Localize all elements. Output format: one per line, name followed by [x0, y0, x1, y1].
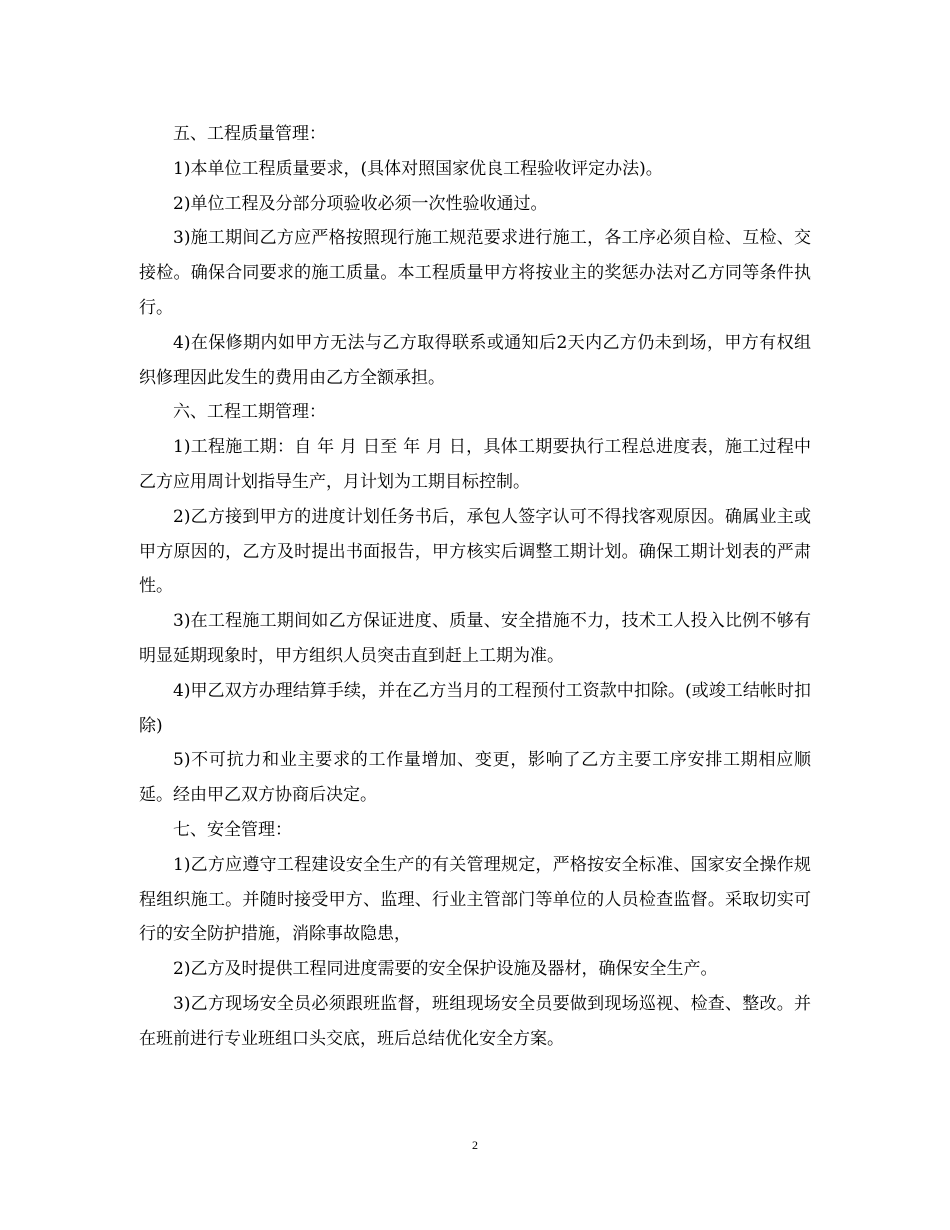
- paragraph: 1)工程施工期：自 年 月 日至 年 月 日，具体工期要执行工程总进度表，施工过程中乙方应用周计划指导生产，月计划为工期目标控制。: [139, 437, 811, 492]
- section-heading-schedule: 六、工程工期管理：: [173, 402, 326, 423]
- paragraph: 3)施工期间乙方应严格按照现行施工规范要求进行施工，各工序必须自检、互检、交接检。确保合同要求的施工质量。本工程质量甲方将按业主的奖惩办法对乙方同等条件执行。: [139, 228, 811, 318]
- paragraph: 5)不可抗力和业主要求的工作量增加、变更，影响了乙方主要工序安排工期相应顺延。经由甲乙双方协商后决定。: [139, 750, 811, 806]
- paragraph: 3)在工程施工期间如乙方保证进度、质量、安全措施不力，技术工人投入比例不够有明显延期现象时，甲方组织人员突击直到赶上工期为准。: [139, 611, 811, 666]
- paragraph: 4)甲乙双方办理结算手续，并在乙方当月的工程预付工资款中扣除。(或竣工结帐时扣除): [139, 680, 811, 736]
- page-number: 2: [472, 1138, 478, 1152]
- paragraph: 2)乙方接到甲方的进度计划任务书后，承包人签字认可不得找客观原因。确属业主或甲方原因的，乙方及时提出书面报告，甲方核实后调整工期计划。确保工期计划表的严肃性。: [139, 506, 811, 597]
- paragraph: 1)本单位工程质量要求，(具体对照国家优良工程验收评定办法)。: [173, 158, 663, 179]
- document-body: [139, 117, 811, 1057]
- paragraph: 4)在保修期内如甲方无法与乙方取得联系或通知后2天内乙方仍未到场，甲方有权组织修理因此发生的费用由乙方全额承担。: [139, 332, 811, 388]
- paragraph: 2)乙方及时提供工程同进度需要的安全保护设施及器材，确保安全生产。: [173, 959, 718, 980]
- paragraph: 2)单位工程及分部分项验收必须一次性验收通过。: [173, 193, 548, 214]
- paragraph: 3)乙方现场安全员必须跟班监督，班组现场安全员要做到现场巡视、检查、整改。并在班前进行专业班组口头交底，班后总结优化安全方案。: [139, 993, 811, 1049]
- section-heading-quality: 五、工程质量管理：: [173, 124, 326, 144]
- paragraph: 1)乙方应遵守工程建设安全生产的有关管理规定，严格按安全标准、国家安全操作规程组织施工。并随时接受甲方、监理、行业主管部门等单位的人员检查监督。采取切实可行的安全防护措施，消除事故隐患，: [139, 854, 811, 945]
- section-heading-safety: 七、安全管理：: [173, 819, 292, 840]
